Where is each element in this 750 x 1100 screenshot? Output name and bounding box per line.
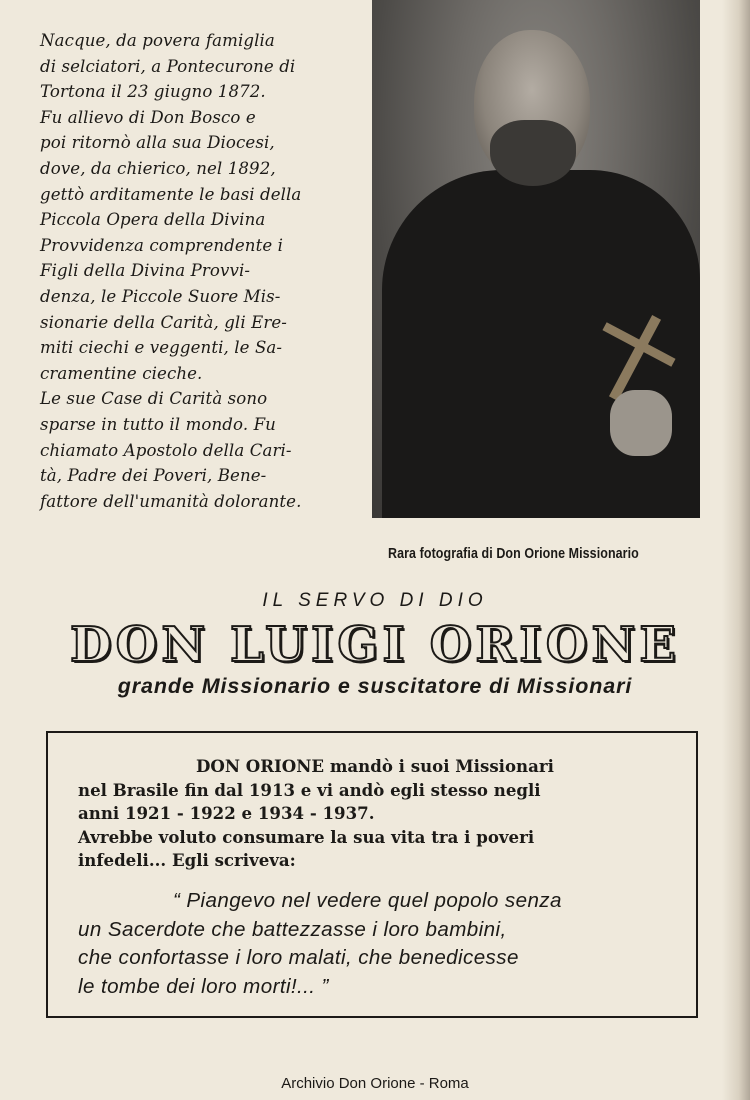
paragraph-line: anni 1921 - 1922 e 1934 - 1937. xyxy=(78,803,375,824)
hand-shape xyxy=(610,390,672,456)
bio-line: Fu allievo di Don Bosco e xyxy=(40,107,256,127)
orione-quote xyxy=(78,887,688,1001)
beard-shape xyxy=(490,120,576,186)
mission-paragraph xyxy=(78,755,678,873)
photo-caption: Rara fotografia di Don Orione Missionario xyxy=(388,546,639,562)
bio-line: Piccola Opera della Divina xyxy=(40,210,266,230)
bio-line: Tortona il 23 giugno 1872. xyxy=(40,82,266,102)
paragraph-line: DON ORIONE mandò i suoi Missionari xyxy=(196,756,554,776)
bio-line: Figli della Divina Provvi- xyxy=(40,261,251,281)
bio-line: chiamato Apostolo della Cari- xyxy=(40,440,292,460)
bio-line: dove, da chierico, nel 1892, xyxy=(40,158,276,178)
bio-line: fattore dell'umanità dolorante. xyxy=(40,491,302,511)
binding-shadow xyxy=(722,0,750,1100)
bio-line: sparse in tutto il mondo. Fu xyxy=(40,414,276,434)
bio-line: di selciatori, a Pontecurone di xyxy=(40,56,296,76)
heading-kicker: IL SERVO DI DIO xyxy=(262,590,488,611)
bio-line: tà, Padre dei Poveri, Bene- xyxy=(40,466,267,486)
bio-line: cramentine cieche. xyxy=(40,363,203,383)
paragraph-line: Avrebbe voluto consumare la sua vita tra i poveri xyxy=(78,826,535,847)
page-title: DON LUIGI ORIONE xyxy=(69,617,681,673)
bio-line: miti ciechi e veggenti, le Sa- xyxy=(40,338,283,358)
bio-line: Provvidenza comprendente i xyxy=(40,235,284,255)
paragraph-line: nel Brasile fin dal 1913 e vi andò egli stesso negli xyxy=(78,779,541,800)
cassock-shape xyxy=(382,170,700,518)
page-subtitle: grande Missionario e suscitatore di Missionari xyxy=(117,674,633,698)
bio-line: Le sue Case di Carità sono xyxy=(40,389,268,409)
quote-line: un Sacerdote che battezzasse i loro bambini, xyxy=(78,917,507,941)
paragraph-line: infedeli... Egli scriveva: xyxy=(78,850,296,871)
bio-line: poi ritornò alla sua Diocesi, xyxy=(40,133,275,153)
bio-line: sionarie della Carità, gli Ere- xyxy=(40,312,287,332)
bio-line: denza, le Piccole Suore Mis- xyxy=(40,286,281,306)
mission-box xyxy=(46,731,698,1018)
quote-line: “ Piangevo nel vedere quel popolo senza xyxy=(173,889,562,912)
portrait-photo xyxy=(372,0,700,518)
bio-line: gettò arditamente le basi della xyxy=(40,184,302,204)
bio-line: Nacque, da povera famiglia xyxy=(40,31,275,50)
archive-footer: Archivio Don Orione - Roma xyxy=(281,1075,469,1092)
quote-line: che confortasse i loro malati, che benedicesse xyxy=(78,946,519,970)
biography-text xyxy=(40,28,358,514)
quote-line: le tombe dei loro morti!... ” xyxy=(78,974,329,998)
